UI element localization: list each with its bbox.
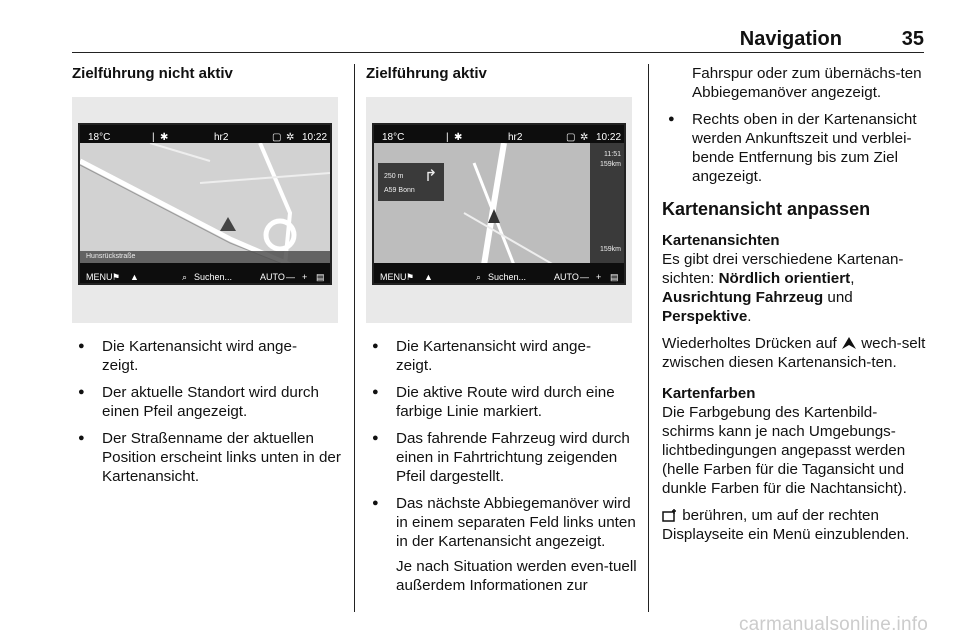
text: Wiederholtes Drücken auf [662, 335, 841, 352]
heading-no-guidance: Zielführung nicht aktiv [72, 65, 233, 82]
bottom-bar [374, 263, 624, 283]
search-field[interactable]: Suchen... [194, 272, 233, 282]
remaining-distance-bottom: 159km [599, 246, 621, 253]
screenshot-no-guidance [72, 97, 338, 323]
route-info-bar [590, 143, 624, 263]
message-icon: ▢ [566, 132, 576, 143]
subheading-map-views: Kartenansichten [662, 232, 780, 249]
list-item: ● Der aktuelle Standort wird durch einen Pfeil angezeigt. [72, 383, 346, 421]
list-item: ● Die aktive Route wird durch eine farbige Linie markiert. [366, 383, 638, 421]
settings-icon: ✲ [286, 132, 295, 143]
paragraph-map-colors: Die Farbgebung des Kartenbild-schirms kann je nach Umgebungs-lichtbedingungen angepasst werden (helle Farben für die Tagansicht und dunkle Farben für die Nachtansicht). [662, 404, 907, 497]
next-manoeuvre-panel [378, 163, 444, 201]
temperature: 18°C [88, 132, 111, 143]
zoom-out-icon[interactable]: — [580, 272, 589, 282]
phone-icon: ✱ [454, 132, 463, 143]
option-perspective: Perspektive [662, 308, 748, 325]
status-bar [80, 125, 330, 143]
zoom-out-icon[interactable]: — [286, 272, 295, 282]
text: Es gibt drei verschiedene Kartenan-sichten: [662, 251, 904, 287]
phone-icon: ✱ [160, 132, 169, 143]
temperature: 18°C [382, 132, 405, 143]
list-item: ● Die Kartenansicht wird ange- zeigt. [366, 337, 638, 375]
list-item: ● Das fahrende Fahrzeug wird durch einen in Fahrtrichtung zeigenden Pfeil dargestellt. [366, 429, 638, 486]
zoom-in-icon[interactable]: + [302, 272, 308, 282]
text: und [823, 289, 853, 306]
arrival-time: 11:51 [604, 151, 621, 158]
continued-text: Fahrspur oder zum übernächs-ten Abbiegemanöver angezeigt. [692, 65, 922, 101]
watermark: carmanualsonline.info [738, 614, 928, 635]
settings-icon: ✲ [580, 132, 589, 143]
turn-right-icon: ↱ [424, 168, 438, 185]
map-roads [374, 143, 624, 265]
option-heading-up: Ausrichtung Fahrzeug [662, 289, 824, 306]
flag-icon[interactable]: ⚑ [112, 272, 121, 282]
list-item: ● Der Straßenname der aktuellen Position erscheint links unten in der Kartenansicht. [72, 429, 346, 486]
section-title: Kartenansicht anpassen [662, 199, 871, 219]
bullet-list-1 [72, 337, 346, 486]
heading-guidance-active: Zielführung aktiv [366, 65, 487, 82]
map-view-icon[interactable]: ▲ [130, 272, 139, 282]
distance-to-turn: 250 m [384, 173, 404, 180]
options-icon[interactable]: ▤ [610, 272, 619, 282]
display-screen [372, 123, 626, 285]
paragraph-map-views: Es gibt drei verschiedene Kartenan-sichten: Nördlich orientiert, Ausrichtung Fahrzeug und Perspektive. [662, 251, 904, 325]
clock: 10:22 [596, 132, 622, 143]
header-rule [72, 52, 924, 53]
bullet-list-3 [662, 110, 928, 186]
radio-station: hr2 [214, 132, 229, 143]
column-1 [72, 64, 346, 494]
auto-zoom-button[interactable]: AUTO [554, 272, 579, 282]
paragraph-toggle [662, 334, 928, 372]
list-item: ● Das nächste Abbiegemanöver wird in einem separaten Feld links unten in der Kartenansicht angezeigt. [366, 494, 638, 551]
radio-station: hr2 [508, 132, 523, 143]
column-divider-1 [354, 64, 355, 612]
map-options-icon [662, 508, 678, 522]
paragraph-menu [662, 506, 928, 544]
navigation-arrow-icon [841, 336, 857, 350]
street-name: Hunsrückstraße [80, 251, 330, 263]
subheading-map-colors: Kartenfarben [662, 385, 756, 402]
display-screen [78, 123, 332, 285]
option-north-up: Nördlich orientiert [718, 270, 851, 287]
screenshot-guidance-active [366, 97, 632, 323]
page-header [72, 28, 924, 50]
status-bar [374, 125, 624, 143]
search-icon[interactable]: ⌕ [476, 272, 482, 282]
menu-button[interactable]: MENU [86, 272, 113, 282]
remaining-distance: 159km [599, 161, 621, 168]
text: wech-selt zwischen diesen Kartenansich-ten. [662, 335, 926, 371]
message-icon: ▢ [272, 132, 282, 143]
continuation-text: Je nach Situation werden even-tuell außerdem Informationen zur [396, 558, 637, 594]
flag-icon[interactable]: ⚑ [406, 272, 415, 282]
list-item: ● Rechts oben in der Kartenansicht werden Ankunftszeit und verblei-bende Entfernung bis zum Ziel angezeigt. [662, 110, 928, 186]
column-2 [366, 64, 638, 595]
clock: 10:22 [302, 132, 328, 143]
text: . [747, 308, 752, 325]
divider-icon: | [446, 132, 449, 143]
map-roads [80, 143, 330, 265]
bullet-list-2 [366, 337, 638, 551]
list-item: ● Die Kartenansicht wird ange- zeigt. [72, 337, 346, 375]
zoom-in-icon[interactable]: + [596, 272, 602, 282]
map-view [80, 143, 330, 263]
menu-button[interactable]: MENU [380, 272, 407, 282]
road-name: A59 Bonn [384, 187, 415, 194]
search-field[interactable]: Suchen... [488, 272, 527, 282]
text: berühren, um auf der rechten Displayseite ein Menü einzublenden. [662, 507, 910, 543]
column-divider-2 [648, 64, 649, 612]
bottom-bar [80, 263, 330, 283]
column-3 [662, 64, 928, 552]
search-icon[interactable]: ⌕ [182, 272, 188, 282]
options-icon[interactable]: ▤ [316, 272, 325, 282]
page-title: Navigation [739, 28, 842, 50]
page-number: 35 [901, 28, 924, 50]
auto-zoom-button[interactable]: AUTO [260, 272, 285, 282]
map-view [374, 143, 624, 263]
map-view-icon[interactable]: ▲ [424, 272, 433, 282]
divider-icon: | [152, 132, 155, 143]
